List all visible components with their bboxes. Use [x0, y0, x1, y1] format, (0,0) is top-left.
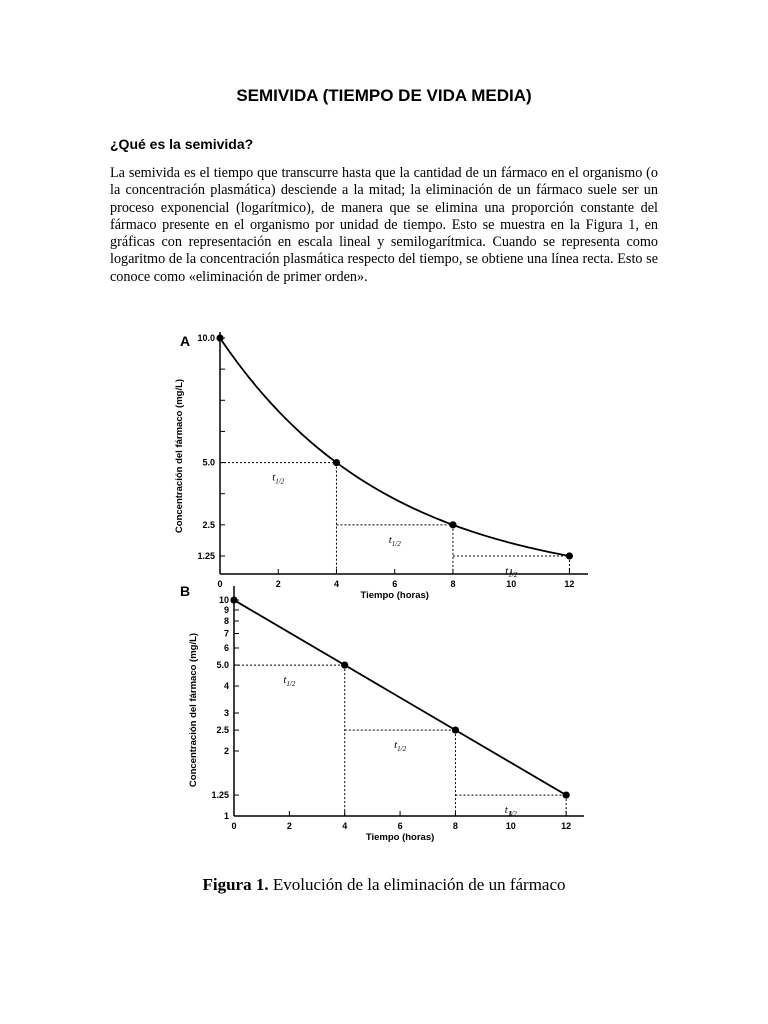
- page-title: SEMIVIDA (TIEMPO DE VIDA MEDIA): [236, 86, 532, 105]
- half-life-subscript: 1/2: [286, 680, 296, 689]
- section-heading: ¿Qué es la semivida?: [110, 136, 254, 152]
- half-life-label: $t_{1/2}$: [394, 739, 407, 754]
- half-life-label: $t_{1/2}$: [388, 533, 401, 548]
- x-tick-label: 2: [275, 579, 281, 589]
- half-life-subscript: 1/2: [507, 810, 517, 819]
- y-axis-label: Concentración del fármaco (mg/L): [188, 632, 199, 788]
- elimination-curve: [220, 338, 569, 556]
- y-tick-label: 2.5: [202, 519, 215, 530]
- y-tick-label: 3: [223, 707, 229, 718]
- half-life-subscript: 1/2: [397, 745, 407, 754]
- x-tick-label: 2: [286, 821, 292, 831]
- x-tick-label: 10: [506, 579, 517, 589]
- data-point: [341, 661, 348, 668]
- data-point: [566, 552, 573, 559]
- caption-label: Figura 1.: [202, 875, 269, 894]
- panel-label: B: [180, 583, 191, 599]
- caption-text: Evolución de la eliminación de un fármaco: [268, 875, 566, 894]
- half-life-label: $t_{1/2}$: [505, 565, 518, 579]
- data-point: [452, 726, 459, 733]
- data-point: [563, 791, 570, 798]
- y-tick-label: 6: [223, 642, 229, 653]
- half-life-subscript: 1/2: [391, 539, 401, 548]
- panel-a-chart: [174, 332, 588, 601]
- half-life-subscript: 1/2: [508, 571, 518, 579]
- y-tick-label: 2: [223, 746, 229, 757]
- x-tick-label: 10: [505, 821, 516, 831]
- half-life-label: $t_{1/2}$: [272, 471, 285, 486]
- y-tick-label: 10.0: [197, 333, 215, 343]
- panel-label: A: [180, 333, 191, 349]
- data-point: [216, 334, 223, 341]
- y-tick-label: 5.0: [216, 660, 229, 671]
- data-point: [230, 596, 237, 603]
- x-tick-label: 4: [342, 821, 348, 831]
- y-tick-label: 1.25: [197, 551, 215, 561]
- x-axis-label: Tiempo (horas): [365, 832, 435, 843]
- elimination-curve: [234, 600, 566, 795]
- panel-b-chart: [180, 583, 584, 843]
- y-axis-label: Concentración del fármaco (mg/L): [174, 378, 185, 534]
- x-tick-label: 8: [452, 821, 458, 831]
- y-tick-label: 1.25: [211, 790, 229, 801]
- y-tick-label: 9: [223, 604, 229, 615]
- body-paragraph: La semivida es el tiempo que transcurre hasta que la cantidad de un fármaco en el organismo (o la concentración plasmática) desciende a la mitad; la eliminación de un fármaco suele ser un proceso exponencial (logarítmico), de manera que se elimina una proporción constante del fármaco presente en el organismo por unidad de tiempo. Esto se muestra en la Figura 1, en gráficas con representación en escala lineal y semilogarítmica. Cuando se representa como logaritmo de la concentración plasmática respecto del tiempo, se obtiene una línea recta. Esto se conoce como «eliminación de primer orden».: [110, 165, 658, 285]
- half-life-label: $t_{1/2}$: [504, 804, 517, 819]
- x-tick-label: 0: [217, 579, 223, 589]
- half-life-subscript: 1/2: [275, 477, 285, 486]
- data-point: [333, 459, 340, 466]
- y-tick-label: 7: [223, 628, 229, 639]
- x-tick-label: 12: [561, 821, 572, 831]
- y-tick-label: 2.5: [216, 725, 229, 736]
- x-tick-label: 4: [333, 579, 339, 589]
- y-tick-label: 5.0: [202, 457, 215, 468]
- x-tick-label: 6: [392, 579, 398, 589]
- figure-1: [160, 322, 600, 862]
- y-tick-label: 10: [218, 595, 229, 606]
- half-life-label: $t_{1/2}$: [283, 674, 296, 689]
- data-point: [449, 521, 456, 528]
- x-axis-label: Tiempo (horas): [360, 590, 429, 601]
- x-tick-label: 6: [397, 821, 403, 831]
- x-tick-label: 12: [564, 579, 575, 589]
- y-tick-label: 4: [223, 681, 229, 692]
- x-tick-label: 0: [231, 821, 237, 831]
- y-tick-label: 8: [223, 616, 229, 627]
- figure-caption: [0, 875, 768, 895]
- y-tick-label: 1: [223, 811, 229, 821]
- x-tick-label: 8: [450, 579, 456, 589]
